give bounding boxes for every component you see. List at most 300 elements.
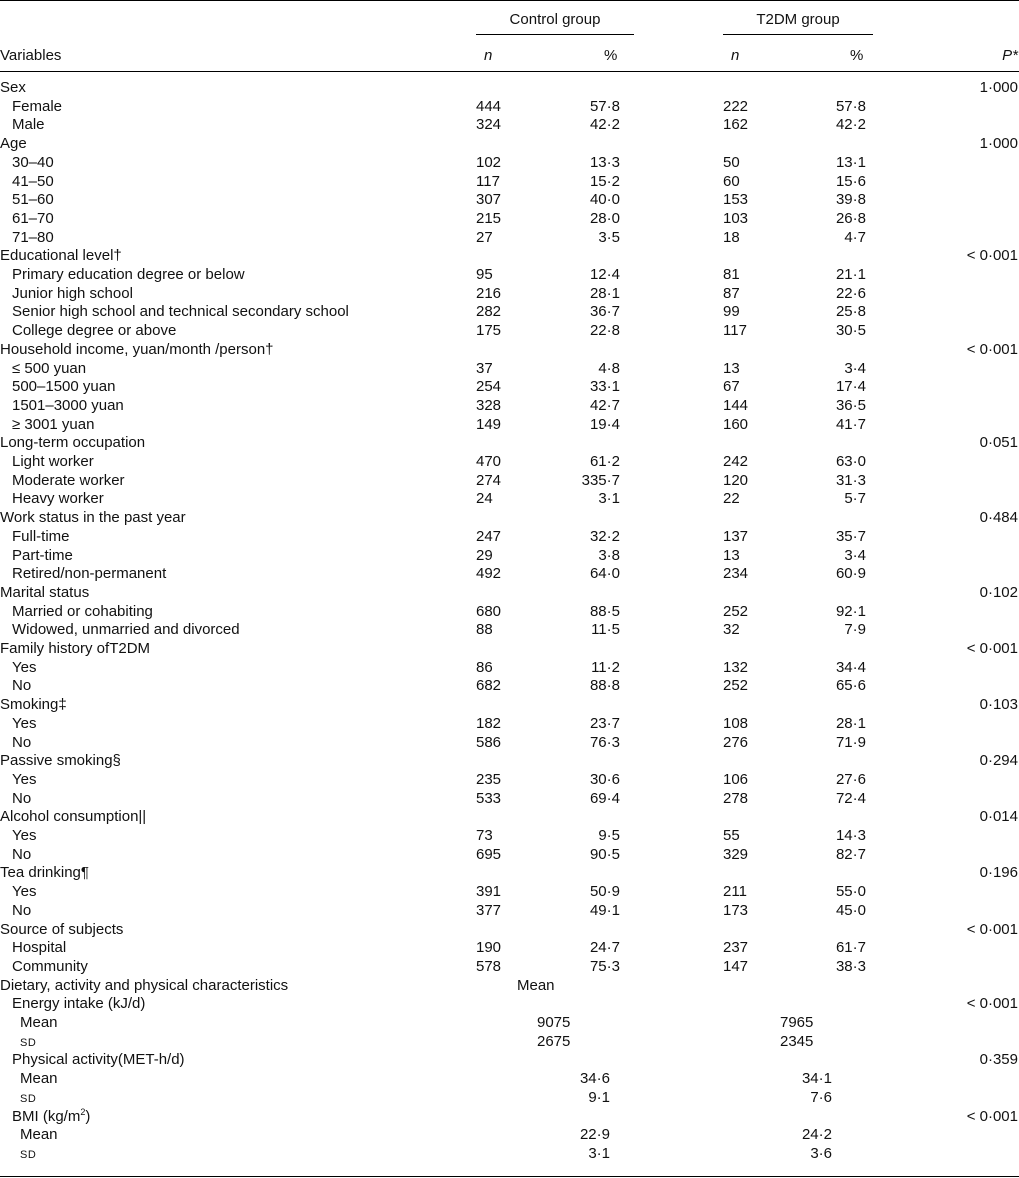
control-pct-cell: 22·8 [589,322,620,340]
p-value-cell: 0·196 [979,864,1018,882]
control-n-cell: 149 [476,415,502,433]
row-label-suffix: ) [85,1107,91,1125]
p-value-cell: < 0·001 [966,995,1018,1013]
control-mean-cell: 3·1 [588,1144,610,1162]
t2dm-pct-cell: 38·3 [835,957,866,975]
t2dm-pct-cell: 13·1 [835,153,866,171]
row-label-text: 71–80 [12,228,54,246]
control-pct-cell: 30·6 [589,770,620,788]
row-label [0,434,145,452]
row-label-text: 500–1500 yuan [12,378,116,396]
row-label [12,266,245,284]
t2dm-pct-cell: 60·9 [835,565,866,583]
t2dm-n-cell: 173 [723,901,749,919]
control-pct-cell: 42·2 [589,116,620,134]
control-n-cell: 578 [476,957,502,975]
row-label-text: Age [0,135,27,153]
control-pct-cell: 88·8 [589,677,620,695]
variables-header: Variables [0,47,62,64]
row-label [0,808,146,826]
control-n-cell: 175 [476,322,502,340]
row-label [12,902,31,920]
row-label [12,528,70,546]
row-label [0,696,67,714]
t2dm-n-cell: 13 [723,359,740,377]
t2dm-n-cell: 211 [723,883,747,901]
control-n-cell: 95 [476,266,493,283]
control-pct-cell: 3·5 [598,228,620,246]
control-n-cell: 470 [476,453,502,470]
control-pct-cell: 76·3 [589,733,620,751]
control-pct-cell: 57·8 [589,97,620,115]
t2dm-n-cell: 153 [723,191,749,209]
t2dm-pct-cell: 39·8 [835,191,866,209]
control-n-cell: 24 [476,490,493,508]
control-pct-cell: 3·8 [598,546,620,564]
t2dm-n-cell: 99 [723,303,740,321]
row-label-text: Physical activity(MET-h/d) [12,1051,185,1069]
control-pct-cell: 23·7 [589,714,620,732]
control-pct-cell: 28·1 [589,284,620,302]
row-label [0,977,288,995]
t2dm-pct-cell: 14·3 [835,827,866,844]
t2dm-n-cell: 252 [723,677,749,695]
row-label [12,191,54,209]
control-pct-cell: 36·7 [589,303,620,321]
row-label-text: 1501–3000 yuan [12,396,124,414]
row-label-text: College degree or above [12,322,177,340]
row-label [12,621,240,639]
control-pct-cell: 61·2 [589,453,620,470]
row-label-text: Heavy worker [12,490,104,508]
row-label-text: Hospital [12,939,67,957]
p-value-cell: 0·294 [979,752,1018,770]
control-n-cell: 37 [476,359,493,377]
t2dm-n-cell: 60 [723,172,740,190]
row-label-text: Energy intake (kJ/d) [12,995,146,1013]
row-label [12,995,145,1013]
row-label [12,790,31,808]
t2dm-pct-cell: 3·4 [844,546,866,564]
t2dm-group-header: T2DM group [756,11,840,28]
row-label [12,453,94,471]
t2dm-pct-cell: 27·6 [835,770,866,788]
row-label [20,1070,58,1088]
t2dm-n-cell: 160 [723,415,749,433]
t2dm-mean-cell: 24·2 [801,1126,832,1144]
row-label-text: Married or cohabiting [12,602,153,620]
row-label-text: Community [12,957,88,975]
control-n-cell: 680 [476,602,502,620]
control-pct-cell: 15·2 [589,172,620,190]
row-label-text: No [12,733,32,751]
row-label-text: Alcohol consumption|| [0,808,147,826]
t2dm-pct-cell: 7·9 [844,621,866,639]
row-label-text: Part-time [12,546,73,564]
row-label [12,154,54,172]
control-n-cell: 182 [476,714,502,732]
control-pct-cell: 69·4 [589,789,620,807]
control-n-header: n [484,47,493,64]
row-label-text: No [12,901,32,919]
t2dm-pct-cell: 28·1 [835,714,866,732]
control-n-cell: 88 [476,621,493,639]
control-energy-cell: 2675 [537,1032,571,1050]
t2dm-n-cell: 103 [723,209,749,227]
control-pct-cell: 50·9 [589,883,620,901]
control-pct-cell: 4·8 [598,359,620,377]
row-label-text: Dietary, activity and physical characteristics [0,976,289,994]
row-label-text: Family history ofT2DM [0,640,151,657]
t2dm-pct-cell: 5·7 [844,490,866,508]
row-label [0,247,122,265]
control-pct-cell: 12·4 [589,266,620,283]
row-label [20,1014,58,1032]
t2dm-pct-cell: 65·6 [835,677,866,695]
t2dm-pct-cell: 34·4 [835,658,866,676]
row-label [12,378,115,396]
t2dm-n-cell: 278 [723,789,749,807]
control-n-cell: 274 [476,471,502,489]
t2dm-energy-cell: 2345 [780,1032,814,1050]
row-label [0,584,89,602]
t2dm-n-cell: 234 [723,565,749,583]
t2dm-pct-cell: 61·7 [835,939,866,957]
control-pct-cell: 3·1 [598,490,620,508]
row-label-text: 30–40 [12,153,54,171]
control-pct-cell: 28·0 [589,209,620,227]
row-label [12,472,125,490]
row-label-text: Junior high school [12,284,133,302]
t2dm-pct-cell: 82·7 [835,845,866,863]
control-n-cell: 307 [476,191,502,209]
row-label [12,565,166,583]
p-value-cell: < 0·001 [966,1107,1018,1125]
control-pct-cell: 40·0 [589,191,620,209]
control-n-cell: 235 [476,770,502,788]
row-label [20,1145,36,1164]
t2dm-n-cell: 147 [723,957,749,975]
row-label-text: Male [12,116,45,134]
t2dm-n-cell: 108 [723,714,749,732]
control-pct-cell: 64·0 [589,565,620,583]
row-label-text: Mean [20,1070,58,1088]
row-label-text: Widowed, unmarried and divorced [12,621,240,639]
t2dm-pct-cell: 4·7 [844,228,866,246]
row-label-text: BMI (kg/m [12,1107,81,1125]
t2dm-n-cell: 137 [723,527,749,545]
row-label-text: No [12,789,32,807]
row-label-text: Yes [12,714,37,732]
control-n-cell: 682 [476,677,502,695]
t2dm-n-header: n [731,47,740,64]
row-label [0,864,89,882]
row-label-text: No [12,845,32,863]
control-group-header: Control group [509,11,601,28]
row-label-text: Female [12,97,63,115]
row-label-text: Work status in the past year [0,509,186,527]
control-group-underline [476,34,634,35]
row-label-text: Tea drinking¶ [0,864,89,882]
row-label [12,98,62,116]
t2dm-mean-cell: 34·1 [801,1070,832,1088]
row-label [12,397,124,415]
row-label-text: Yes [12,883,37,901]
row-label [12,285,133,303]
control-n-cell: 102 [476,153,502,171]
p-value-cell: 0·484 [979,509,1018,527]
control-n-cell: 86 [476,658,493,676]
header-bottom-rule [0,71,1019,72]
row-label-text: Passive smoking§ [0,752,121,770]
t2dm-pct-header: % [850,47,864,64]
row-label-text: 51–60 [12,191,54,209]
row-label [12,116,45,134]
row-label-text: SD [20,1148,37,1161]
row-label-text: Yes [12,827,37,844]
row-label-text: ≤ 500 yuan [12,359,87,377]
t2dm-pct-cell: 41·7 [835,415,866,433]
control-n-cell: 73 [476,827,493,844]
row-label [20,1033,36,1052]
row-label [12,958,88,976]
control-pct-cell: 75·3 [589,957,620,975]
row-label [0,79,26,97]
row-label-text: Full-time [12,527,70,545]
row-label-text: Yes [12,658,37,676]
control-n-cell: 190 [476,939,502,957]
row-label [12,210,54,228]
p-value-cell: 0·102 [979,583,1018,601]
t2dm-n-cell: 222 [723,97,749,115]
t2dm-pct-cell: 42·2 [835,116,866,134]
t2dm-n-cell: 13 [723,546,740,564]
control-mean-cell: 22·9 [579,1126,610,1144]
t2dm-n-cell: 22 [723,490,740,508]
p-value-cell: 0·014 [979,808,1018,826]
control-n-cell: 247 [476,527,502,545]
p-value-cell: < 0·001 [966,247,1018,265]
control-pct-cell: 88·5 [589,602,620,620]
row-label [12,771,36,789]
t2dm-n-cell: 87 [723,284,740,302]
row-label [20,1126,58,1144]
control-n-cell: 377 [476,901,502,919]
t2dm-pct-cell: 45·0 [835,901,866,919]
control-pct-cell: 32·2 [589,527,620,545]
t2dm-group-underline [723,34,873,35]
control-pct-cell: 24·7 [589,939,620,957]
control-n-cell: 492 [476,565,502,583]
control-n-cell: 216 [476,284,502,302]
control-pct-cell: 49·1 [589,901,620,919]
row-label [12,360,86,378]
row-label-text: 61–70 [12,209,54,227]
row-label [12,1108,90,1126]
control-n-cell: 444 [476,97,502,115]
row-label-text: Smoking‡ [0,696,67,714]
t2dm-n-cell: 242 [723,453,749,470]
t2dm-pct-cell: 92·1 [835,602,866,620]
control-n-cell: 533 [476,789,502,807]
t2dm-n-cell: 55 [723,827,740,844]
t2dm-pct-cell: 63·0 [835,453,866,470]
t2dm-pct-cell: 30·5 [835,322,866,340]
control-n-cell: 391 [476,883,502,901]
row-label [12,547,73,565]
t2dm-pct-cell: 36·5 [835,396,866,414]
control-pct-cell: 90·5 [589,845,620,863]
row-label [12,229,54,247]
control-pct-cell: 11·5 [591,621,620,639]
row-label [0,921,123,939]
control-pct-cell: 33·1 [589,378,620,396]
control-n-cell: 695 [476,845,502,863]
row-label [0,341,274,359]
row-label [12,173,54,191]
t2dm-n-cell: 276 [723,733,749,751]
t2dm-pct-cell: 17·4 [835,378,866,396]
row-label-text: Mean [20,1126,58,1144]
row-label-text: Light worker [12,453,94,470]
control-n-cell: 215 [476,209,502,227]
row-label-text: Senior high school and technical secondary school [12,303,349,321]
t2dm-pct-cell: 15·6 [835,172,866,190]
row-label-text: Educational level† [0,247,122,265]
row-label-text: Marital status [0,583,90,601]
control-pct-cell: 11·2 [591,658,620,676]
control-n-cell: 254 [476,378,502,396]
t2dm-n-cell: 329 [723,845,749,863]
t2dm-n-cell: 132 [723,658,749,676]
t2dm-n-cell: 144 [723,396,749,414]
row-label [12,303,349,321]
t2dm-pct-cell: 71·9 [835,733,866,751]
control-pct-cell: 9·5 [598,827,620,844]
p-value-cell: 0·359 [979,1051,1018,1069]
row-label [12,734,31,752]
row-label-text: Long-term occupation [0,434,146,452]
t2dm-pct-cell: 26·8 [835,209,866,227]
p-value-header: P* [1002,47,1018,64]
row-label [12,715,36,733]
row-label [12,659,36,677]
control-n-cell: 282 [476,303,502,321]
row-label [12,416,94,434]
row-label [12,883,36,901]
row-label-text: Sex [0,79,26,96]
control-n-cell: 324 [476,116,502,134]
control-pct-cell: 19·4 [589,415,620,433]
p-value-cell: < 0·001 [966,640,1018,657]
p-value-cell: 0·051 [979,434,1018,452]
control-n-cell: 328 [476,396,502,414]
p-value-cell: < 0·001 [966,920,1018,938]
t2dm-pct-cell: 72·4 [835,789,866,807]
control-n-cell: 117 [476,172,500,190]
t2dm-mean-cell: 7·6 [810,1088,832,1106]
control-n-cell: 586 [476,733,502,751]
control-energy-cell: 9075 [537,1014,571,1031]
t2dm-n-cell: 18 [723,228,740,246]
t2dm-pct-cell: 22·6 [835,284,866,302]
row-label [0,509,186,527]
control-pct-cell: 13·3 [589,153,620,171]
t2dm-pct-cell: 55·0 [835,883,866,901]
row-label [12,677,31,695]
row-label [0,640,150,658]
row-label-text: Moderate worker [12,471,125,489]
p-value-cell: 1·000 [979,79,1018,96]
row-label [12,846,31,864]
t2dm-pct-cell: 57·8 [835,97,866,115]
row-label-text: Yes [12,770,37,788]
row-label [12,1051,185,1069]
row-label-text: Source of subjects [0,920,124,938]
row-label-text: Primary education degree or below [12,266,245,283]
row-label [12,827,36,845]
row-label-text: SD [20,1036,37,1049]
t2dm-n-cell: 81 [723,266,740,283]
t2dm-energy-cell: 7965 [780,1014,814,1031]
t2dm-n-cell: 32 [723,621,740,639]
table-top-rule [0,0,1019,1]
control-pct-cell: 42·7 [589,396,620,414]
t2dm-n-cell: 67 [723,378,740,396]
t2dm-pct-cell: 35·7 [835,527,866,545]
t2dm-n-cell: 162 [723,116,749,134]
t2dm-n-cell: 117 [723,322,747,340]
row-label-text: ≥ 3001 yuan [12,415,95,433]
row-label [12,603,153,621]
row-label-text: SD [20,1092,37,1105]
row-label-text: Household income, yuan/month /person† [0,340,274,358]
table-bottom-rule [0,1176,1019,1177]
t2dm-pct-cell: 31·3 [835,471,866,489]
t2dm-mean-cell: 3·6 [810,1144,832,1162]
mean-subheader: Mean [517,976,555,994]
t2dm-pct-cell: 21·1 [835,266,866,283]
control-n-cell: 29 [476,546,493,564]
p-value-cell: 1·000 [979,135,1018,153]
t2dm-pct-cell: 3·4 [844,359,866,377]
control-pct-cell: 335·7 [581,471,620,489]
row-label [12,939,66,957]
row-label [20,1089,36,1108]
control-mean-cell: 9·1 [588,1088,610,1106]
t2dm-n-cell: 50 [723,153,740,171]
row-label-text: Retired/non-permanent [12,565,167,583]
row-label [12,490,104,508]
control-n-cell: 27 [476,228,493,246]
control-pct-header: % [604,47,618,64]
row-label-text: No [12,677,32,695]
row-label [12,322,176,340]
t2dm-n-cell: 237 [723,939,749,957]
row-label [0,752,121,770]
row-label-text: Mean [20,1014,58,1031]
control-mean-cell: 34·6 [579,1070,610,1088]
p-value-cell: < 0·001 [966,340,1018,358]
t2dm-n-cell: 106 [723,770,749,788]
row-label-superscript: 2 [80,1106,86,1117]
t2dm-n-cell: 120 [723,471,749,489]
t2dm-n-cell: 252 [723,602,749,620]
row-label-text: 41–50 [12,172,54,190]
t2dm-pct-cell: 25·8 [835,303,866,321]
row-label [0,135,27,153]
p-value-cell: 0·103 [979,696,1018,714]
